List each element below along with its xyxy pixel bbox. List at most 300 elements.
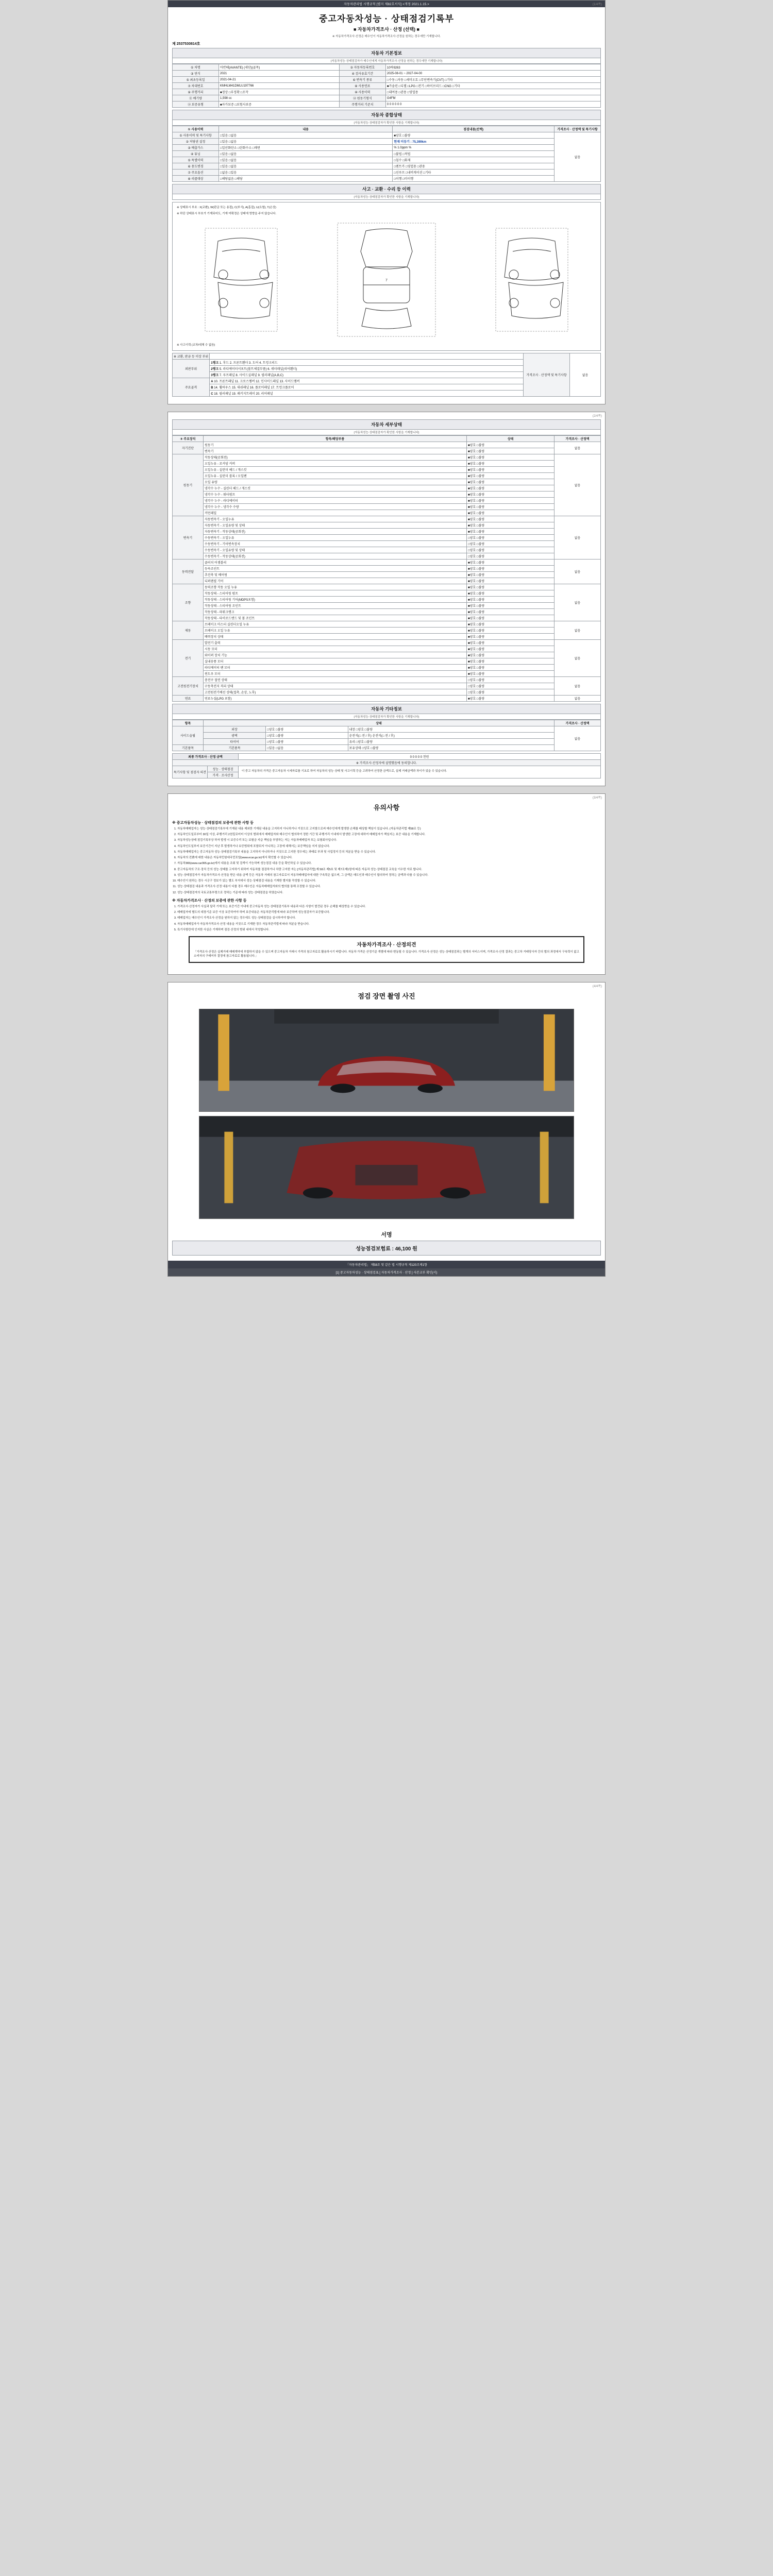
accident-rank-4 (210, 378, 524, 384)
detail-item-state[interactable]: ■양호 □불량 (467, 497, 554, 503)
detail-item-label: 연료누설(LPG 포함) (204, 695, 467, 701)
detail-group-note: 없음 (554, 559, 601, 584)
detail-item-state[interactable]: ■양호 □불량 (467, 646, 554, 652)
table-row (173, 759, 601, 766)
basic-info-band: 자동차 기본정보 (172, 48, 601, 58)
detail-item-label: 작동상태 - 스티어링 기어(MDPS포함) (204, 596, 467, 602)
accident-rank-key-3: 3랭크 (211, 374, 219, 377)
overall-a-6[interactable]: □없음 □있음 (219, 170, 393, 176)
detail-item-label: 작동상태 - 파워크랭크 (204, 608, 467, 615)
overall-col-3: 가격조사 · 산정액 및 특기사항 (554, 126, 601, 132)
detail-item-label: 변속기 (204, 448, 467, 454)
list-item: 5. 특기사항란에 인지한 사실은 기재하며 점검·산정의 범위 내에서 작성합니다. (177, 928, 600, 932)
table-row (173, 689, 601, 695)
detail-item-state[interactable]: ■양호 □불량 (467, 695, 554, 701)
basic-value-2: 10하9263 (385, 64, 600, 71)
detail-item-label: 동력조향 작동 오일 누유 (204, 584, 467, 590)
table-row (173, 466, 601, 472)
detail-item-state[interactable]: ■양호 □불량 (467, 466, 554, 472)
overall-a-2[interactable]: □일산화탄소 □탄화수소 □매연 (219, 145, 393, 151)
etc-val2-0[interactable]: □양호 □불량 (356, 728, 373, 732)
accident-rank-val-4: 10. 프론트패널 11. 크로스멤버 12. 인사이드패널 13. 사이드멤버 (214, 380, 300, 383)
accident-history-section (172, 184, 601, 200)
detail-item-label: 작동상태(공회전) (204, 454, 467, 460)
document-number-label: 제 (172, 42, 176, 46)
list-item: 9. 성능·상태점검자가 자동차가격조사·산정을 받은 내용·금액 등은 자동차 거래의 참고자료로서 자동차매매업자에 대한 구속력은 없으며, 그 금액은 매도인과 매수인이 합의하여 정하는 금액과 다를 수 있습니다. (177, 873, 600, 877)
basic-label-8: ⑧ 사용연료 (339, 83, 385, 89)
notice-list-2 (168, 868, 605, 895)
basic-label-10: ⑩ 사용이력 (339, 89, 385, 95)
price-digit: 0 (417, 755, 420, 759)
basic-value-11: 1,598 cc (219, 95, 340, 101)
detail-item-state[interactable]: ■양호 □불량 (467, 621, 554, 627)
basic-value-7: KMHLM41DMLU197766 (219, 83, 340, 89)
basic-value-6[interactable]: □수동 □자동 □세미오토 □무단변속기(CVT) □기타 (385, 77, 600, 83)
mileage-digit: 0 (397, 103, 399, 106)
price-opinion-title: 자동차가격조사 · 산정의견 (357, 942, 416, 948)
accident-rank-2 (210, 365, 524, 371)
detail-item-label: 시동 모터 (204, 646, 467, 652)
basic-value-10[interactable]: □대여용 □관용 □영업용 (385, 89, 600, 95)
detail-item-state[interactable]: □양호 □불량 (467, 540, 554, 547)
basic-info-table (172, 64, 601, 108)
overall-band: 자동차 종합상태 (172, 110, 601, 120)
footer-legal-1: 「자동차관리법」 제58조 및 같은 법 시행규칙 제120조제1항 (168, 1261, 605, 1268)
detail-item-label: 오일누유 - 실린더 블록 / 오일팬 (204, 472, 467, 479)
table-row (173, 744, 601, 751)
detail-item-state[interactable]: ■양호 □불량 (467, 491, 554, 497)
detail-item-state[interactable]: ■양호 □불량 (467, 485, 554, 491)
detail-group-name: 원동기 (173, 454, 204, 516)
overall-b-1: 현재 미등기 : 75,399km (393, 139, 554, 145)
table-row (173, 652, 601, 658)
basic-value-3: 2021 (219, 71, 340, 77)
detail-item-label: 추진축 및 베어링 (204, 571, 467, 578)
list-item: 3. 매매업자는 매수인이 가격조사·산정을 원하지 않는 경우에도 성능·상태점검을 실시하여야 합니다. (177, 916, 600, 920)
detail-group-name: 전기 (173, 639, 204, 676)
detail-item-state[interactable]: ■양호 □불량 (467, 448, 554, 454)
table-row (173, 157, 601, 163)
detail-item-state[interactable]: ■양호 □불량 (467, 516, 554, 522)
table-header-row (173, 720, 601, 726)
overall-col-1: 내용 (219, 126, 393, 132)
etc-key2-3 (348, 744, 554, 751)
detail-group-note: 없음 (554, 621, 601, 639)
detail-item-label: 냉각수 누수 - 냉각수 수량 (204, 503, 467, 510)
table-row (173, 627, 601, 633)
overall-key-2: ③ 배출가스 (173, 145, 219, 151)
detail-item-label: 작동상태 - 타이로드엔드 및 볼 조인트 (204, 615, 467, 621)
accident-rank-key-1: 1랭크 (211, 361, 219, 365)
detail-item-state[interactable]: □양호 □불량 (467, 683, 554, 689)
etc-val-3[interactable]: □있음 □없음 (266, 744, 348, 751)
accident-rank-val-3: 7. 루프패널 8. 사이드실패널 9. 필러패널(A,B,C) (219, 374, 283, 377)
overall-a-4[interactable]: □있음 □없음 (219, 157, 393, 163)
etc-val2-2[interactable]: □양호 □불량 (356, 740, 373, 744)
table-row (173, 485, 601, 491)
detail-item-label: 배력장치 상태 (204, 633, 467, 639)
table-row (173, 522, 601, 528)
etc-val-2[interactable]: □양호 □불량 (266, 738, 348, 744)
accident-note-value: 없음 (570, 353, 601, 396)
accident-group-frame: 주요골격 (173, 378, 210, 396)
etc-col-1: 상태 (204, 720, 554, 726)
detail-item-label: 브레이크 오일 누유 (204, 627, 467, 633)
etc-key-0: 외장 (204, 726, 266, 732)
etc-basic-label: 기본품목 (173, 744, 204, 751)
notice-list-3 (168, 905, 605, 932)
table-row (173, 639, 601, 646)
overall-key-0: ① 사용이력 및 특기사항 (173, 132, 219, 139)
detail-group-name: 자기진단 (173, 442, 204, 454)
etc-val-1[interactable]: □양호 □불량 (266, 732, 348, 738)
detail-item-label: 냉각수 누수 - 실린더 헤드 / 개스킷 (204, 485, 467, 491)
inspection-photo-front (199, 1009, 574, 1112)
accident-rank-key-2: 2랭크 (211, 367, 219, 371)
table-row (173, 460, 601, 466)
sheet-page-1 (167, 0, 606, 404)
detail-band-sub: (자동차성능·상태점검자가 확인한 사항을 기재합니다) (172, 430, 601, 435)
accident-rank-5 (210, 384, 524, 390)
price-digit: 0 (410, 755, 412, 759)
detail-item-state[interactable]: ■양호 □불량 (467, 658, 554, 664)
car-side-right-diagram (493, 226, 570, 334)
detail-item-state[interactable]: ■양호 □불량 (467, 584, 554, 590)
detail-band: 자동차 세부상태 (172, 419, 601, 430)
detail-item-state[interactable]: □양호 □불량 (467, 547, 554, 553)
overall-note: 없음 (554, 132, 601, 182)
detail-item-state[interactable]: ■양호 □불량 (467, 571, 554, 578)
price-digit: 0 (412, 755, 414, 759)
detail-item-label: 구동축전지 격리 상태 (204, 683, 467, 689)
price-opinion-box (189, 936, 584, 963)
overall-key-7: ⑧ 리콜대상 (173, 176, 219, 182)
photo-underbody-render (199, 1116, 574, 1218)
accident-rank-key-4: A (211, 380, 213, 383)
table-row (173, 534, 601, 540)
table-row (173, 596, 601, 602)
price-opinion-body: 「가격조사·산정은 실제거래 매매계약에 부합하지 않을 수 있으며 중고자동차 거래시 가격의 참고자료로 활용하시기 바랍니다. 자동차 가격은 산정기준 개별에 따라 변동될 수 있습니다. 가격조사·산정은 성능·상태점검과는 별개의 서비스이며, 가격조사·산정 결과는 중고차 거래당사자 간의 협의 과정에서 구속력이 없고 소비자의 구매여부 결정에 참고자료로 활용됩니다.」 (194, 951, 579, 958)
list-item: 11. 성능·상태점검 내용과 가격조사·산정 내용이 다를 경우 매수인은 자동차매매업자와의 협의를 통해 조정할 수 있습니다. (177, 885, 600, 889)
list-item: 6. 자동차의 전费에 대한 내용은 자동차민원대국민포털(www.ecar.go.kr)에서 확인할 수 있습니다. (177, 856, 600, 860)
overall-state-section (172, 110, 601, 182)
basic-value-9[interactable]: ■정상 □부정확 □조작 (219, 89, 340, 95)
table-row (173, 353, 601, 359)
table-row (173, 145, 601, 151)
overall-b-5[interactable]: □렌트카 □영업용 □관용 (393, 163, 554, 170)
etc-key2-2 (348, 738, 554, 744)
table-row (173, 646, 601, 652)
list-item: 1. 자동차매매업자는 성능·상태점검기록부에 기재된 내용 제외한 기재된 내용을 고지하지 아니하거나 거짓으로 고지함으로써 매수인에게 발생한 손해를 배상할 책임이 있습니다. (자동차관리법 제58조 등) (177, 827, 600, 831)
overall-a-3[interactable]: □있음 □없음 (219, 151, 393, 157)
table-row (173, 621, 601, 627)
etc-side-value[interactable]: 운전석(□ 전 / 후) 운전석(□ 전 / 후) (348, 732, 554, 738)
accident-band-sub: (자동차성능·상태점검자가 확인한 사항을 기재합니다) (172, 194, 601, 200)
table-row (173, 670, 601, 676)
detail-item-state[interactable]: ■양호 □불량 (467, 633, 554, 639)
overall-a-5[interactable]: □있음 □없음 (219, 163, 393, 170)
price-row2-key: 가격 · 조사산정 (207, 772, 238, 778)
table-row (173, 608, 601, 615)
diagram-legend-1: ※ 상태표시 부호 : X(교환), W(판금 또는 용접), C(부식), A(흠집), U(요철), T(손상) (177, 206, 276, 209)
table-row (173, 64, 601, 71)
signature-label: 서명 (381, 1231, 392, 1238)
basic-label-4: ④ 검사유효기간 (339, 71, 385, 77)
accident-rank-1 (210, 359, 524, 365)
detail-table-body (173, 442, 601, 701)
detail-group-name: 제동 (173, 621, 204, 639)
table-row (173, 732, 601, 738)
detail-item-label: 작동상태 - 스티어링 펌프 (204, 590, 467, 596)
document-number-value: 2537530814호 (176, 42, 200, 46)
detail-col-3: 가격조사 · 산정액 (554, 435, 601, 442)
accident-band: 사고 · 교환 · 수리 등 이력 (172, 184, 601, 194)
price-digit: 0 (415, 755, 417, 759)
mileage-digit: 0 (386, 103, 389, 106)
detail-item-state[interactable]: ■양호 □불량 (467, 460, 554, 466)
overall-a-1[interactable]: □있음 □없음 (219, 139, 393, 145)
detail-item-state[interactable]: ■양호 □불량 (467, 664, 554, 670)
detail-item-state[interactable]: □양호 □불량 (467, 553, 554, 559)
basic-value-5: 2021-04-21 (219, 77, 340, 83)
table-row (173, 448, 601, 454)
table-row (173, 766, 601, 772)
etc-col-2: 가격조사 · 산정액 (554, 720, 601, 726)
table-row (173, 479, 601, 485)
mileage-digit: 0 (394, 103, 397, 106)
accident-parts-hdr (210, 353, 524, 359)
table-row (173, 95, 601, 101)
overall-key-4: ⑤ 특별이력 (173, 157, 219, 163)
overall-key-5: ⑥ 용도변경 (173, 163, 219, 170)
etc-val2-3[interactable]: □양호 □불량 (362, 747, 379, 750)
overall-a-7[interactable]: □해당없음 □해당 (219, 176, 393, 182)
overall-key-6: ⑦ 주요옵션 (173, 170, 219, 176)
detail-group-note: 없음 (554, 584, 601, 621)
overall-b-4[interactable]: □침수 □화재 (393, 157, 554, 163)
table-row (173, 590, 601, 596)
detail-item-state[interactable]: ■양호 □불량 (467, 559, 554, 565)
detail-item-label: 냉각수 누수 - 워터펌프 (204, 491, 467, 497)
detail-item-label: 실내송풍 모터 (204, 658, 467, 664)
etc-band-sub: (자동차성능·상태점검자가 확인한 사항을 기재합니다) (172, 714, 601, 720)
basic-label-12: ⑫ 원동기형식 (339, 95, 385, 101)
table-row (173, 442, 601, 448)
detail-item-state[interactable]: ■양호 □불량 (467, 639, 554, 646)
detail-item-label: 냉각수 누수 - 라디에이터 (204, 497, 467, 503)
page-number-1: (1/4쪽) (592, 3, 602, 6)
overall-b-6[interactable]: □선루프 □내비게이션 □기타 (393, 170, 554, 176)
detail-item-state[interactable]: ■양호 □불량 (467, 565, 554, 571)
detail-item-state[interactable]: ■양호 □불량 (467, 472, 554, 479)
detail-item-state[interactable]: ■양호 □불량 (467, 596, 554, 602)
detail-item-label: 자동변속기 - 오일누유 (204, 516, 467, 522)
accident-rank-key-5: B (211, 386, 213, 389)
table-row (173, 528, 601, 534)
mileage-standard-label: 주행거리 기준치 (339, 101, 385, 108)
accident-note-label: 가격조사 · 산정액 및 특기사항 (524, 353, 570, 396)
detail-item-state[interactable]: ■양호 □불량 (467, 503, 554, 510)
detail-item-state[interactable]: ■양호 □불량 (467, 522, 554, 528)
detail-item-state[interactable]: ■양호 □불량 (467, 608, 554, 615)
detail-item-label: 발전기 출력 (204, 639, 467, 646)
overall-b-7[interactable]: □이행 □미이행 (393, 176, 554, 182)
detail-item-state[interactable]: ■양호 □불량 (467, 652, 554, 658)
page-number-2: (2/4쪽) (592, 414, 602, 418)
table-row (173, 571, 601, 578)
accident-parts-table (172, 353, 601, 397)
etc-key-3: 기본품목 (204, 744, 266, 751)
mileage-digit-cells (385, 101, 600, 108)
photo-front-render (199, 1009, 574, 1111)
overall-b-0[interactable]: ■양호 □불량 (393, 132, 554, 139)
table-row (173, 454, 601, 460)
table-row (173, 738, 601, 744)
detail-item-label: 오일누유 - 로커암 커버 (204, 460, 467, 466)
basic-label-1: ① 차명 (173, 64, 219, 71)
detail-group-note: 없음 (554, 454, 601, 516)
etc-val-0[interactable]: □양호 □불량 (266, 726, 348, 732)
table-row (173, 516, 601, 522)
table-header-row (173, 126, 601, 132)
detail-group-name: 연료 (173, 695, 204, 701)
detail-item-label: 충전구 절연 상태 (204, 676, 467, 683)
detail-item-state[interactable]: □양호 □불량 (467, 676, 554, 683)
detail-item-state[interactable]: ■양호 □불량 (467, 670, 554, 676)
table-header-row (173, 435, 601, 442)
mileage-digit: 0 (399, 103, 402, 106)
page-number-3: (3/4쪽) (592, 796, 602, 800)
etc-key-1: 광택 (204, 732, 266, 738)
detail-item-state[interactable]: ■양호 □불량 (467, 615, 554, 621)
etc-col-0: 항목 (173, 720, 204, 726)
basic-label-3: ③ 연식 (173, 71, 219, 77)
detail-group-name: 조향 (173, 584, 204, 621)
etc-key2-0 (348, 726, 554, 732)
detail-group-name: 고전원전기장치 (173, 676, 204, 695)
price-left-label: 특기사항 및 점검자 의견 (173, 766, 208, 778)
price-band-sub: ※ 가격조사·산정자에 설명했음에 동의합니다. (173, 759, 601, 766)
table-row (173, 547, 601, 553)
basic-label-11: ⑪ 배기량 (173, 95, 219, 101)
price-section (172, 753, 601, 778)
detail-item-label: 커먼레일 (204, 510, 467, 516)
table-row (173, 163, 601, 170)
detail-item-label: 작동상태 - 스티어링 조인트 (204, 602, 467, 608)
accident-rank-6 (210, 390, 524, 396)
basic-label-5: ⑤ 최초등록일 (173, 77, 219, 83)
basic-label-7: ⑦ 차대번호 (173, 83, 219, 89)
detail-item-state[interactable]: ■양호 □불량 (467, 627, 554, 633)
fee-label: 성능점검보험료 : 46,100 원 (172, 1241, 601, 1256)
page-subnote: ※ 자동차가격조사·산정은 매수인이 자동차가격조사·산정을 원하는 경우에만 기재합니다. (332, 35, 441, 38)
detail-item-state[interactable]: ■양호 □불량 (467, 590, 554, 596)
basic-value-4: 2025-08-01 ~ 2027-04-00 (385, 71, 600, 77)
detail-item-state[interactable]: □양호 □불량 (467, 534, 554, 540)
detail-group-note: 없음 (554, 442, 601, 454)
table-row (173, 491, 601, 497)
list-item: 1. 가격조사·산정자가 사실과 달리 기재 또는 보증기간 이내에 중고자동차 성능·상태점검기록부 내용과 다른 사항이 발견된 경우 손해를 배상받을 수 있습니다. (177, 905, 600, 909)
etc-key2-text-2: 유리 (349, 740, 356, 744)
car-diagram-panel (172, 202, 601, 351)
overall-a-0[interactable]: □있음 □없음 (219, 132, 393, 139)
detail-group-note: 없음 (554, 516, 601, 559)
diagram-legend-2: ※ 하단 상태표시 부호가 기재되어도, 기재 미확정은 상태에 영향을 주지 않습니다. (177, 212, 276, 216)
document-title-block (168, 7, 605, 40)
table-row (173, 139, 601, 145)
basic-value-1: 아반떼(AVANTE) (세단)(골목) (219, 64, 340, 71)
overall-key-3: ④ 튜닝 (173, 151, 219, 157)
detail-item-state[interactable]: ■양호 □불량 (467, 528, 554, 534)
table-row (173, 101, 601, 108)
table-row (173, 559, 601, 565)
table-row (173, 497, 601, 503)
footer-legal-2: [1] 중고자동차성능 · 상태점검표 [ 자동차가격조사 · 산정 ] 사본교부 확인(서) (168, 1268, 605, 1276)
detail-item-label: 수동변속기 - 기어변속장치 (204, 540, 467, 547)
detail-item-state[interactable]: ■양호 □불량 (467, 578, 554, 584)
detail-item-state[interactable]: ■양호 □불량 (467, 442, 554, 448)
detail-item-label: 등속조인트 (204, 565, 467, 571)
list-item: 2. 매매업자에 별도의 대장기준 보증 이상 보증하여야 하며 보증내용은 자동차관리법에 따라 보증하며 성능점검자가 보증합니다. (177, 910, 600, 914)
etc-side-label: 사이드슬립 (173, 726, 204, 744)
detail-item-label: 고전원전기배선 상태(접촉, 손상, 노후) (204, 689, 467, 695)
detail-item-state[interactable]: □양호 □불량 (467, 689, 554, 695)
list-item: 12. 성능·상태점검자의 국토교통부령으로 정하는 기준에 따라 성능·상태점검을 하였습니다. (177, 891, 600, 895)
overall-b-3[interactable]: □불법 □적법 (393, 151, 554, 157)
price-band: 최종 가격조사 · 산정 금액 (173, 753, 239, 759)
detail-item-label: 오일누유 - 실린더 헤드 / 개스킷 (204, 466, 467, 472)
accident-rank-val-5: 14. 휠하우스 15. 대쉬패널 16. 플로어패널 17. 트렁크플로어 (214, 386, 294, 389)
page-subtitle: ■ 자동차가격조사 · 산정 (선택) ■ (353, 27, 419, 32)
accident-rank-val-1: 1. 후드 2. 프론트휀더 3. 도어 4. 트렁크리드 (219, 361, 278, 365)
detail-group-note: 없음 (554, 695, 601, 701)
detail-item-label: 자동변속기 - 오일유량 및 상태 (204, 522, 467, 528)
accident-sub-label-2: ※ 교환, 판금 등 이상 부위 (173, 353, 210, 359)
detail-item-state[interactable]: ■양호 □불량 (467, 510, 554, 516)
detail-col-1: 항목/해당부품 (204, 435, 467, 442)
car-diagram-images (175, 217, 598, 342)
table-row (173, 578, 601, 584)
detail-item-label: 디퍼렌셜 기어 (204, 578, 467, 584)
detail-item-label: 와이퍼 장치 기능 (204, 652, 467, 658)
detail-item-label: 수동변속기 - 작동상태(공회전) (204, 553, 467, 559)
overall-b-2: % 1.0ppm % (393, 145, 554, 151)
form-legal-header: 자동차관리법 시행규칙 [별지 제82호서식] <개정 2021.1.15.> (168, 1, 605, 7)
table-row (173, 77, 601, 83)
overall-table (172, 126, 601, 182)
etc-key-2: 타이어 (204, 738, 266, 744)
table-row (173, 151, 601, 157)
table-row (173, 132, 601, 139)
detail-item-state[interactable]: ■양호 □불량 (467, 479, 554, 485)
basic-info-section (172, 48, 601, 108)
list-item: 3. 자동차성능상태 점검기록부상 하자 발생 시 보증수리 또는 보험금 지급 책임을 부담하는 자는 자동차매매업자 또는 보험회사입니다. (177, 838, 600, 842)
detail-item-label: 브레이크 마스터 실린더오일 누유 (204, 621, 467, 627)
list-item: 5. 자동차매매업자는 중고자동차 성능·상태점검기록부 내용을 고지하지 아니하거나 거짓으로 고지한 경우에는 과태료 부과 및 사업정지 등의 처분을 받을 수 있습니다. (177, 850, 600, 854)
table-row (173, 584, 601, 590)
basic-value-13[interactable]: ■자가보증 □보험사보증 (219, 101, 340, 108)
table-row (173, 695, 601, 701)
table-row (173, 472, 601, 479)
table-row (173, 170, 601, 176)
detail-item-state[interactable]: ■양호 □불량 (467, 602, 554, 608)
detail-item-label: 수동변속기 - 오일누유 (204, 534, 467, 540)
detail-item-state[interactable]: ■양호 □불량 (467, 454, 554, 460)
table-row (173, 553, 601, 559)
basic-value-8[interactable]: ■가솔린 □디젤 □LPG □전기 □하이브리드 □CNG □기타 (385, 83, 600, 89)
detail-group-name: 변속기 (173, 516, 204, 559)
svg-text:7: 7 (385, 278, 388, 282)
